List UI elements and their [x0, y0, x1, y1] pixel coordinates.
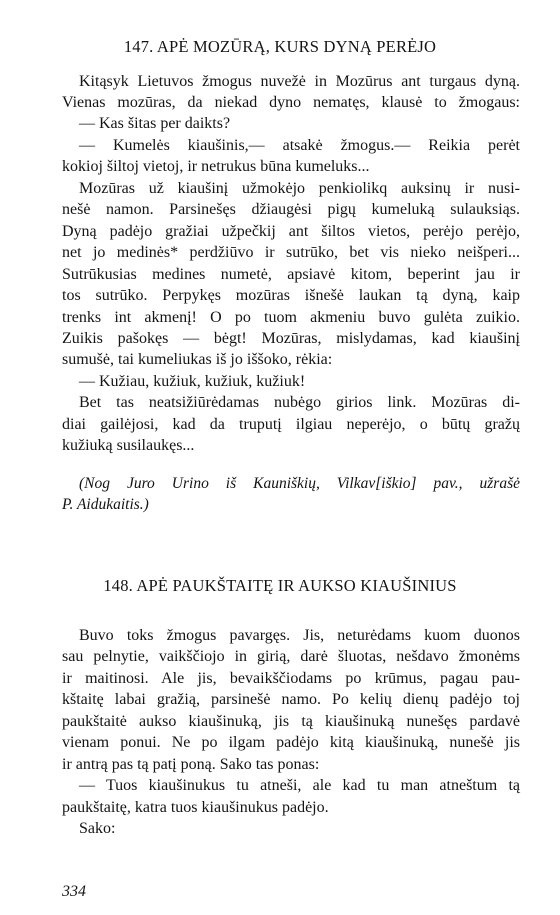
- text-line: Zuikis pašokęs — bėgt! Mozūras, mislydamas, kad kiaušinį: [62, 330, 520, 347]
- text-line: kokioj šiltoj vietoj, ir netrukus būna kumeluks...: [62, 158, 370, 175]
- text-line: trenks int akmenį! O po tuom akmeniu buvo gulėta zuikio.: [62, 309, 520, 326]
- text-line: Vienas mozūras, da niekad dyno nematęs, klausė to žmogaus:: [62, 94, 520, 111]
- text-line: Sutrūkusias medines numetė, apsiavė kitom, beperint jau ir: [62, 266, 520, 283]
- text-line: Kitąsyk Lietuvos žmogus nuvežė in Mozūrus ant turgaus dyną.: [79, 73, 520, 90]
- text-line: vienam ponui. Ne po ilgam padėjo kitą kiaušinuką, nunešė jis: [62, 734, 520, 751]
- text-line: Sako:: [79, 820, 116, 837]
- text-line: Mozūras už kiaušinį užmokėjo penkiolikq auksinų ir nusi-: [79, 180, 520, 197]
- text-line: Bet tas neatsižiūrėdamas nubėgo girios link. Mozūras di-: [79, 394, 520, 411]
- text-line: paukštaitė aukso kiaušinuką, jis tą kiaušinuką nunešęs pardavė: [62, 713, 520, 730]
- text-line: nešė namon. Parsinešęs džiaugėsi pigų kumeluką sulauksiąs.: [62, 201, 520, 218]
- text-line: — Tuos kiaušinukus tu atneši, ale kad tu man atneštum tą: [79, 777, 520, 794]
- text-line: Buvo toks žmogus pavargęs. Jis, neturėdams kuom duonos: [79, 627, 520, 644]
- text-line: sumušė, tai kumeliukas iš jo iššoko, rėkia:: [62, 351, 333, 368]
- text-line: tos sutrūko. Perpykęs mozūras išnešė laukan tą dyną, kaip: [62, 287, 520, 304]
- text-line: net jo medinės* perdžiūvo ir sutrūko, bet vis nieko neišperi...: [62, 244, 520, 261]
- page-number: 334: [62, 883, 86, 900]
- source-line: (Nog Juro Urino iš Kauniškių, Vilkav[iškio] pav., užrašė: [79, 475, 520, 492]
- text-line: paukštaitę, katra tuos kiaušinukus padėjo.: [62, 799, 329, 816]
- text-line: ir maitinosi. Ale jis, bevaikščiodams po krūmus, pagau pau-: [62, 670, 520, 687]
- source-line: P. Aidukaitis.): [62, 496, 149, 513]
- story-148-title: 148. APĖ PAUKŠTAITĘ IR AUKSO KIAUŠINIUS: [103, 576, 457, 595]
- text-line: — Kužiau, kužiuk, kužiuk, kužiuk!: [79, 373, 306, 390]
- text-line: sau pelnytie, vaikščiojo in girią, darė šluotas, nešdavo žmonėms: [62, 648, 520, 665]
- text-line: kštaitę labai gražią, parsinešė namo. Po kelių dienų padėjo toj: [62, 691, 520, 708]
- text-line: Dyną padėjo gražiai užpečkij ant šiltos vietos, perėjo perėjo,: [62, 223, 520, 240]
- text-line: diai gailėjosi, kad da truputį ilgiau neperėjo, o būtų gražų: [62, 416, 520, 433]
- story-147-title: 147. APĖ MOZŪRĄ, KURS DYNĄ PERĖJO: [123, 37, 437, 56]
- text-line: kužiuką susilaukęs...: [62, 437, 195, 454]
- text-line: — Kas šitas per daikts?: [79, 115, 231, 132]
- text-line: — Kumelės kiaušinis,— atsakė žmogus.— Reikia perėt: [79, 137, 520, 154]
- text-line: ir antrą pas tą patį poną. Sako tas ponas:: [62, 756, 320, 773]
